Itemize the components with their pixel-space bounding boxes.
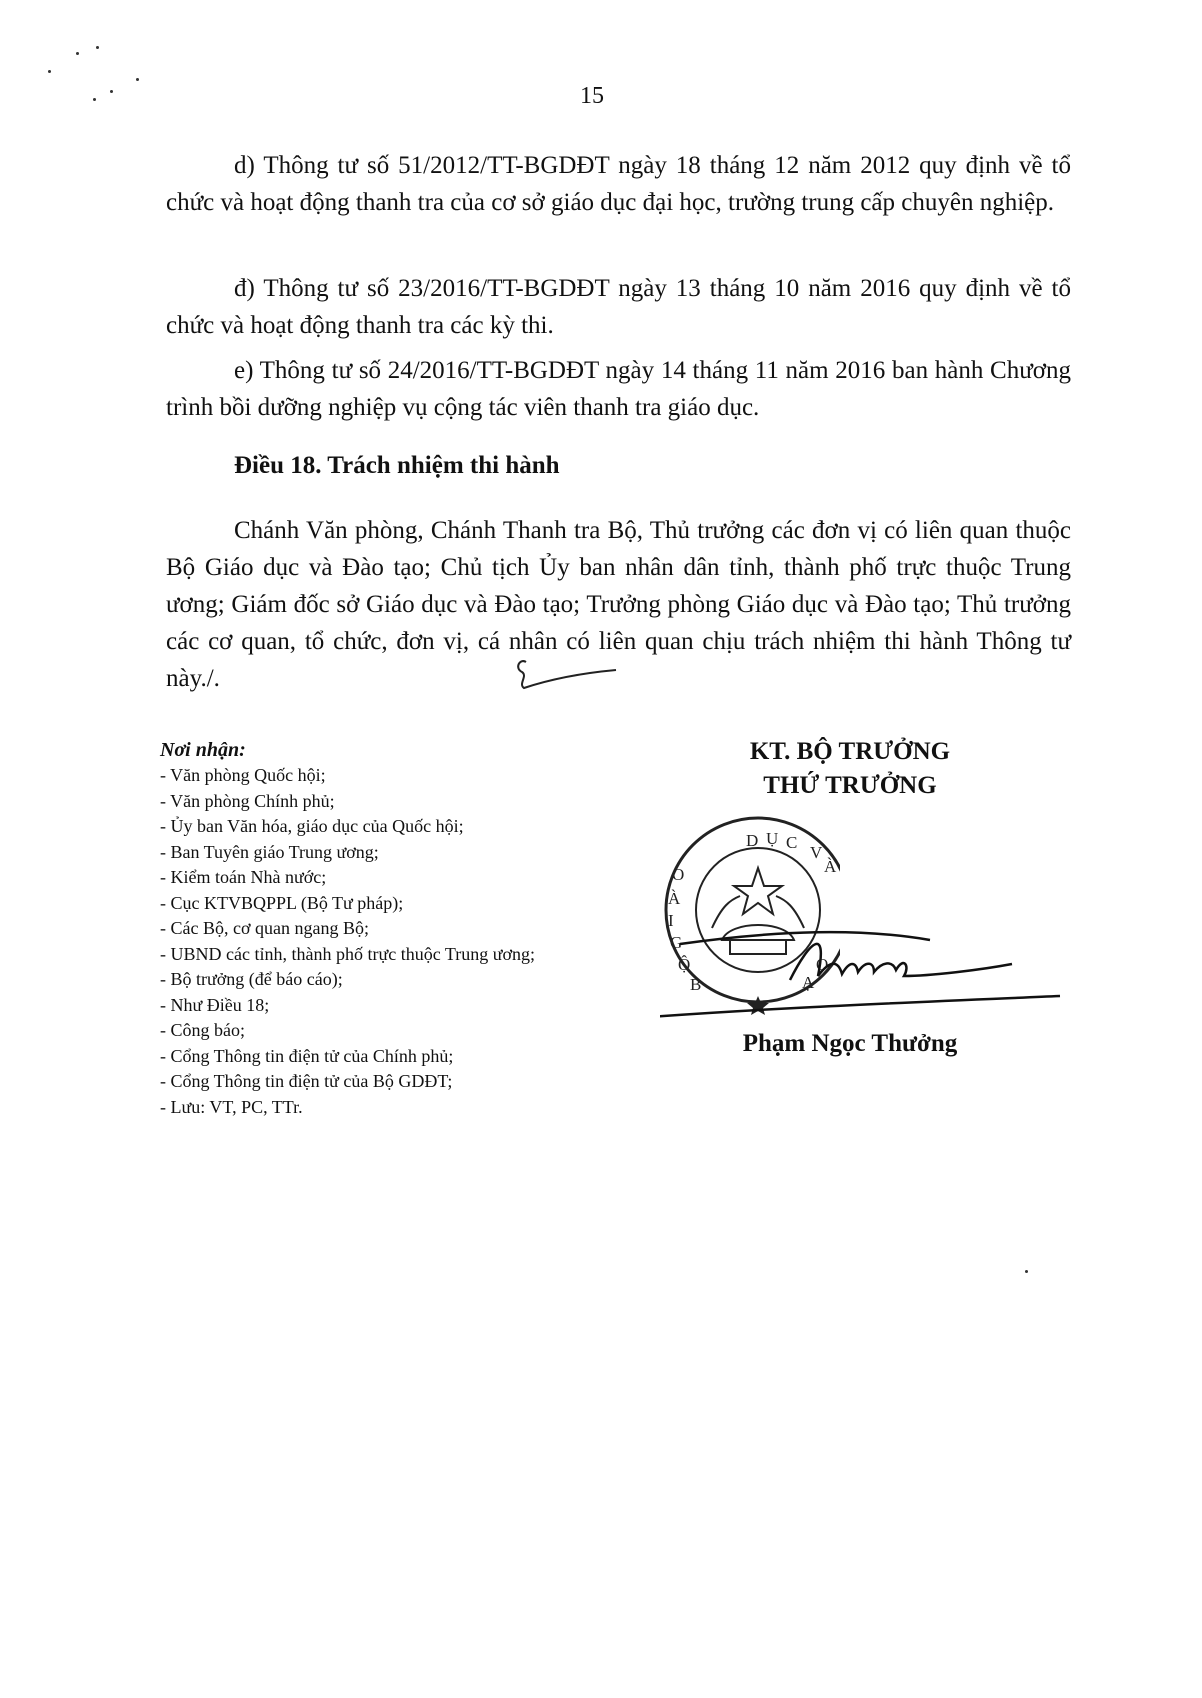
- list-item: - Kiểm toán Nhà nước;: [160, 867, 327, 887]
- handwritten-signature: [660, 900, 1080, 1020]
- recipients-block: [160, 738, 683, 1120]
- scan-speck: [48, 70, 51, 73]
- svg-text:Ụ: Ụ: [766, 829, 779, 848]
- list-item: - Văn phòng Chính phủ;: [160, 790, 335, 811]
- page-number: 15: [580, 83, 604, 109]
- svg-text:V: V: [810, 843, 823, 862]
- scan-speck: [93, 98, 96, 101]
- scan-speck: [76, 52, 79, 55]
- paragraph-e: e) Thông tư số 24/2016/TT-BGDĐT ngày 14 tháng 11 năm 2016 ban hành Chương trình bồi dưỡng nghiệp vụ cộng tác viên thanh tra giáo dục.: [166, 357, 1071, 421]
- svg-text:B: B: [690, 975, 702, 994]
- svg-text:Ạ: Ạ: [802, 973, 815, 992]
- list-item: - Công báo;: [160, 1020, 245, 1040]
- svg-text:À: À: [824, 857, 837, 876]
- list-item: - Như Điều 18;: [160, 994, 270, 1015]
- article-body: Chánh Văn phòng, Chánh Thanh tra Bộ, Thủ trưởng các đơn vị có liên quan thuộc Bộ Giáo dục và Đào tạo; Chủ tịch Ủy ban nhân dân tỉnh, thành phố trực thuộc Trung ương; Giám đốc sở Giáo dục và Đào tạo; Trưởng phòng Giáo dục và Đào tạo; Thủ trưởng các cơ quan, tổ chức, đơn vị, cá nhân có liên quan chịu trách nhiệm thi hành Thông tư này./.: [166, 517, 1071, 692]
- svg-text:À: À: [668, 889, 681, 908]
- recipients-list: [160, 763, 683, 1120]
- paragraph-d: d) Thông tư số 51/2012/TT-BGDĐT ngày 18 tháng 12 năm 2012 quy định về tổ chức và hoạt động thanh tra của cơ sở giáo dục đại học, trường trung cấp chuyên nghiệp.: [166, 152, 1071, 216]
- list-item: - Văn phòng Quốc hội;: [160, 765, 326, 785]
- list-item: - UBND các tỉnh, thành phố trực thuộc Trung ương;: [160, 943, 535, 964]
- list-item: - Cục KTVBQPPL (Bộ Tư pháp);: [160, 892, 404, 913]
- article-heading: Điều 18. Trách nhiệm thi hành: [234, 452, 560, 479]
- paragraph-dd: đ) Thông tư số 23/2016/TT-BGDĐT ngày 13 tháng 10 năm 2016 quy định về tổ chức và hoạt động thanh tra các kỳ thi.: [166, 275, 1071, 339]
- list-item: - Ban Tuyên giáo Trung ương;: [160, 841, 379, 862]
- signer-name: Phạm Ngọc Thưởng: [742, 1030, 958, 1057]
- list-item: - Bộ trưởng (để báo cáo);: [160, 969, 343, 989]
- list-item: - Cổng Thông tin điện tử của Bộ GDĐT;: [160, 1071, 453, 1091]
- list-item: - Ủy ban Văn hóa, giáo dục của Quốc hội;: [160, 816, 464, 836]
- svg-text:O: O: [816, 955, 829, 974]
- scan-speck: [136, 78, 139, 81]
- scan-speck: [96, 46, 99, 49]
- signature-title-line2: THỨ TRƯỞNG: [763, 772, 937, 799]
- signature-title-block: [660, 735, 1040, 803]
- svg-text:I: I: [668, 911, 674, 930]
- svg-text:Ộ: Ộ: [678, 955, 691, 974]
- list-item: - Các Bộ, cơ quan ngang Bộ;: [160, 918, 369, 938]
- list-item: - Cổng Thông tin điện tử của Chính phủ;: [160, 1045, 454, 1066]
- svg-text:D: D: [746, 831, 759, 850]
- list-item: - Lưu: VT, PC, TTr.: [160, 1096, 303, 1117]
- initial-signature: [512, 656, 622, 692]
- svg-text:C: C: [786, 833, 798, 852]
- svg-text:G: G: [670, 933, 683, 952]
- scan-speck: [1025, 1270, 1028, 1273]
- scan-speck: [110, 90, 113, 93]
- svg-text:O: O: [672, 865, 685, 884]
- recipients-title: Nơi nhận:: [160, 739, 246, 761]
- signature-title-line1: KT. BỘ TRƯỞNG: [749, 738, 951, 765]
